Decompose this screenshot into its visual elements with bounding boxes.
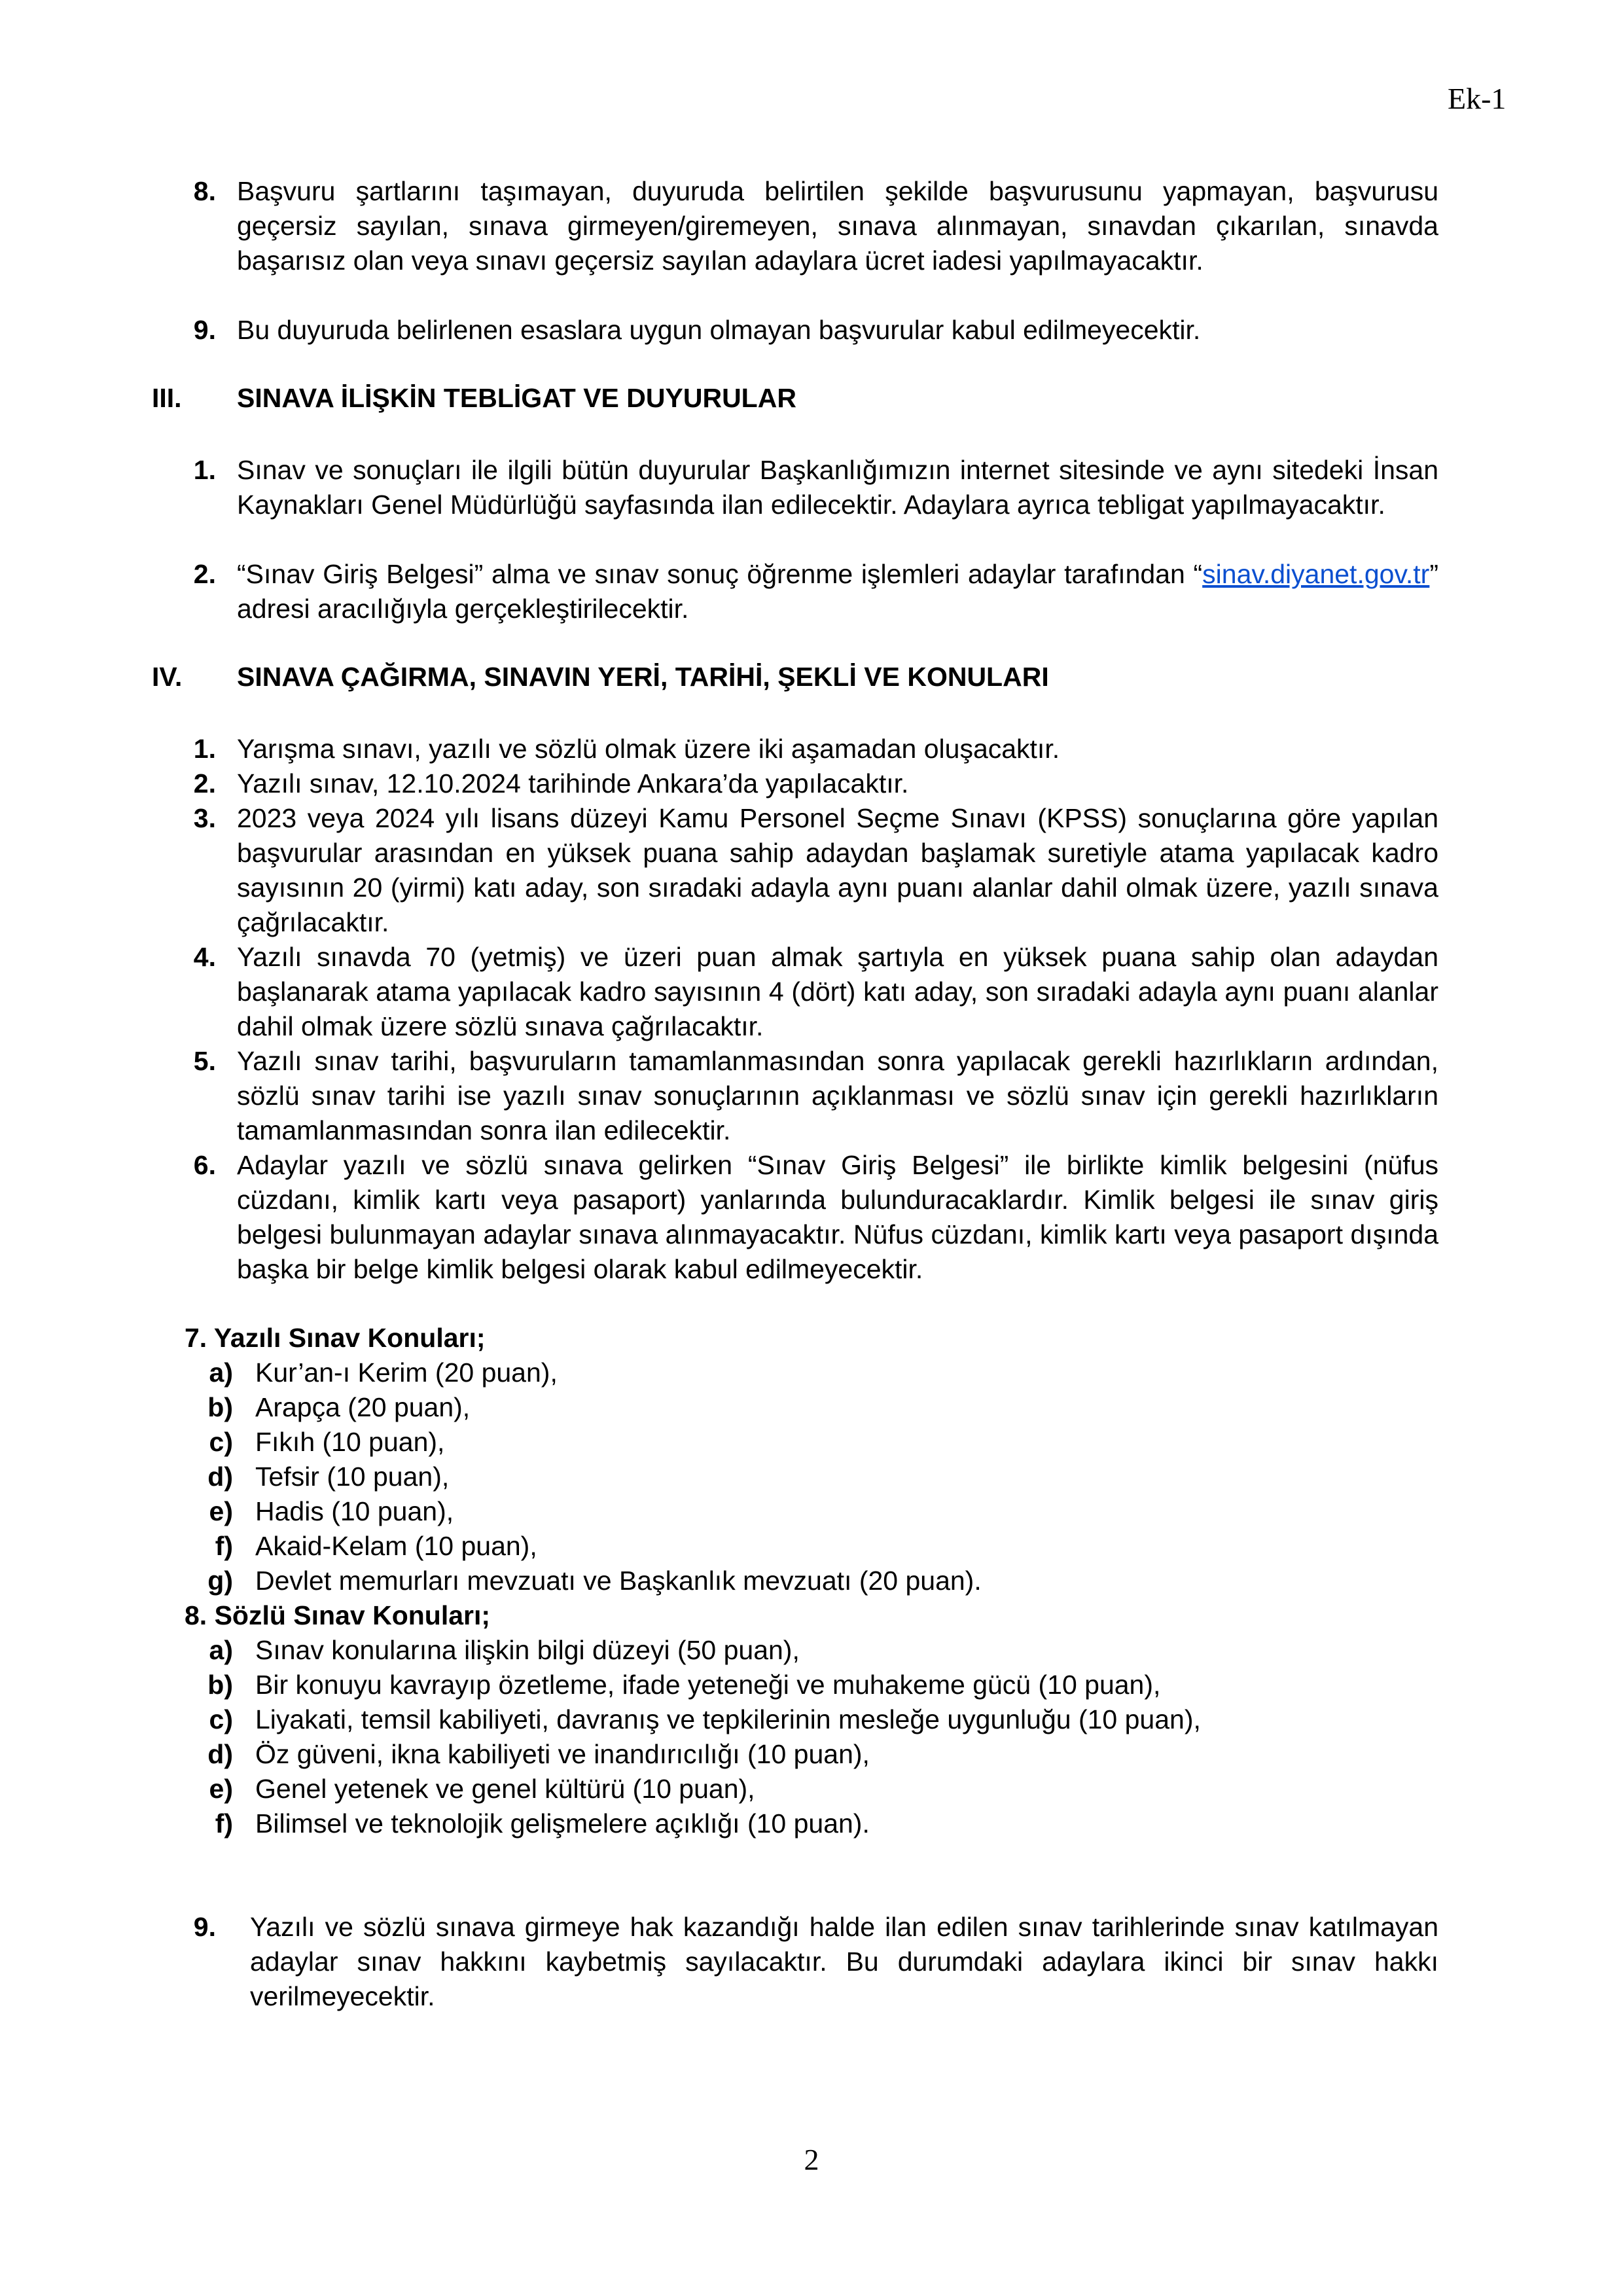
paragraph: Yazılı ve sözlü sınava girmeye hak kazandığı halde ilan edilen sınav tarihlerinde sınav katılmayan adaylar sınav hakkını kaybetmiş sayılacaktır. Bu durumdaki adaylara ikinci bir sınav hakkı verilmeyecektir. [250,1912,1438,2011]
paragraph-text: “Sınav Giriş Belgesi” alma ve sınav sonuç öğrenme işlemleri adaylar tarafından “ [237,559,1203,589]
paragraph: Yazılı sınav, 12.10.2024 tarihinde Ankara’da yapılacaktır. [237,768,909,798]
item-number: 3. [193,803,216,833]
item-number: 2. [193,559,216,589]
list-item: Bir konuyu kavrayıp özetleme, ifade yeteneği ve muhakeme gücü (10 puan), [255,1670,1161,1700]
paragraph: Yazılı sınavda 70 (yetmiş) ve üzeri puan almak şartıyla en yüksek puana sahip olan adaydan başlanarak atama yapılacak kadro sayısının 4 (dört) katı aday, son sıradaki adayla aynı puanı alanlar dahil olmak üzere sözlü sınava çağrılacaktır. [237,942,1438,1041]
oral-topics-heading: 8. Sözlü Sınav Konuları; [185,1600,491,1630]
list-item: Kur’an-ı Kerim (20 puan), [255,1357,558,1388]
item-number: 5. [193,1046,216,1076]
list-item: Arapça (20 puan), [255,1392,471,1422]
item-number: 8. [193,176,216,206]
list-letter: c) [209,1427,233,1457]
list-item: Liyakati, temsil kabiliyeti, davranış ve tepkilerinin mesleğe uygunluğu (10 puan), [255,1704,1201,1734]
paragraph-text: ” adresi aracılığıyla gerçekleştirilecektir. [237,559,1438,624]
item-number: 9. [193,315,216,345]
list-letter: a) [209,1635,233,1665]
list-item: Fıkıh (10 puan), [255,1427,445,1457]
paragraph: 2023 veya 2024 yılı lisans düzeyi Kamu Personel Seçme Sınavı (KPSS) sonuçlarına göre yapılan başvurular arasından en yüksek puana sahip adaydan başlamak suretiyle atama yapılacak kadro sayısının 20 (yirmi) katı aday, son sıradaki adayla aynı puanı alanlar dahil olmak üzere, yazılı sınava çağrılacaktır. [237,803,1438,937]
item-number: 6. [193,1150,216,1180]
paragraph: Sınav ve sonuçları ile ilgili bütün duyurular Başkanlığımızın internet sitesinde ve aynı sitedeki İnsan Kaynakları Genel Müdürlüğü sayfasında ilan edilecektir. Adaylara ayrıca tebligat yapılmayacaktır. [237,455,1438,520]
annex-label: Ek-1 [1448,82,1507,115]
item-number: 1. [193,734,216,764]
list-item: Bilimsel ve teknolojik gelişmelere açıklığı (10 puan). [255,1808,870,1839]
list-item: Genel yetenek ve genel kültürü (10 puan), [255,1774,755,1804]
list-letter: g) [207,1566,233,1596]
item-number: 4. [193,942,216,972]
website-link[interactable]: sinav.diyanet.gov.tr [1202,559,1430,589]
paragraph: Bu duyuruda belirlenen esaslara uygun olmayan başvurular kabul edilmeyecektir. [237,315,1201,345]
list-letter: b) [207,1670,233,1700]
list-item: Akaid-Kelam (10 puan), [255,1531,537,1561]
list-item: Tefsir (10 puan), [255,1462,450,1492]
paragraph: Başvuru şartlarını taşımayan, duyuruda belirtilen şekilde başvurusunu yapmayan, başvurusu geçersiz sayılan, sınava girmeyen/giremeyen, sınava alınmayan, sınavdan çıkarılan, sınavda başarısız olan veya sınavı geçersiz sayılan adaylara ücret iadesi yapılmayacaktır. [237,176,1438,276]
list-letter: a) [209,1357,233,1388]
section-number: III. [152,383,182,413]
list-item: Hadis (10 puan), [255,1496,454,1526]
list-letter: d) [207,1739,233,1769]
section-number: IV. [152,662,183,692]
list-letter: c) [209,1704,233,1734]
list-letter: b) [207,1392,233,1422]
list-item: Sınav konularına ilişkin bilgi düzeyi (50 puan), [255,1635,800,1665]
paragraph: Adaylar yazılı ve sözlü sınava gelirken “Sınav Giriş Belgesi” ile birlikte kimlik belgesini (nüfus cüzdanı, kimlik kartı veya pasaport) yanlarında bulunduracaklardır. Kimlik belgesi ile sınav giriş belgesi bulunmayan adaylar sınava alınmayacaktır. Nüfus cüzdanı, kimlik kartı veya pasaport dışında başka bir belge kimlik belgesi olarak kabul edilmeyecektir. [237,1150,1438,1284]
paragraph: Yarışma sınavı, yazılı ve sözlü olmak üzere iki aşamadan oluşacaktır. [237,734,1060,764]
page-number: 2 [804,2143,819,2176]
list-item: Öz güveni, ikna kabiliyeti ve inandırıcılığı (10 puan), [255,1739,870,1769]
list-letter: d) [207,1462,233,1492]
item-number: 2. [193,768,216,798]
section-title: SINAVA İLİŞKİN TEBLİGAT VE DUYURULAR [237,383,796,413]
item-number: 9. [193,1912,216,1942]
list-letter: e) [209,1496,233,1526]
paragraph [237,557,1438,626]
section-title: SINAVA ÇAĞIRMA, SINAVIN YERİ, TARİHİ, ŞEKLİ VE KONULARI [237,662,1049,692]
list-item: Devlet memurları mevzuatı ve Başkanlık mevzuatı (20 puan). [255,1566,982,1596]
paragraph: Yazılı sınav tarihi, başvuruların tamamlanmasından sonra yapılacak gerekli hazırlıkların ardından, sözlü sınav tarihi ise yazılı sınav sonuçlarının açıklanması ve sözlü sınav için gerekli hazırlıkların tamamlanmasından sonra ilan edilecektir. [237,1046,1438,1145]
written-topics-heading: 7. Yazılı Sınav Konuları; [185,1323,486,1353]
list-letter: f) [215,1531,233,1561]
list-letter: e) [209,1774,233,1804]
list-letter: f) [215,1808,233,1839]
item-number: 1. [193,455,216,485]
